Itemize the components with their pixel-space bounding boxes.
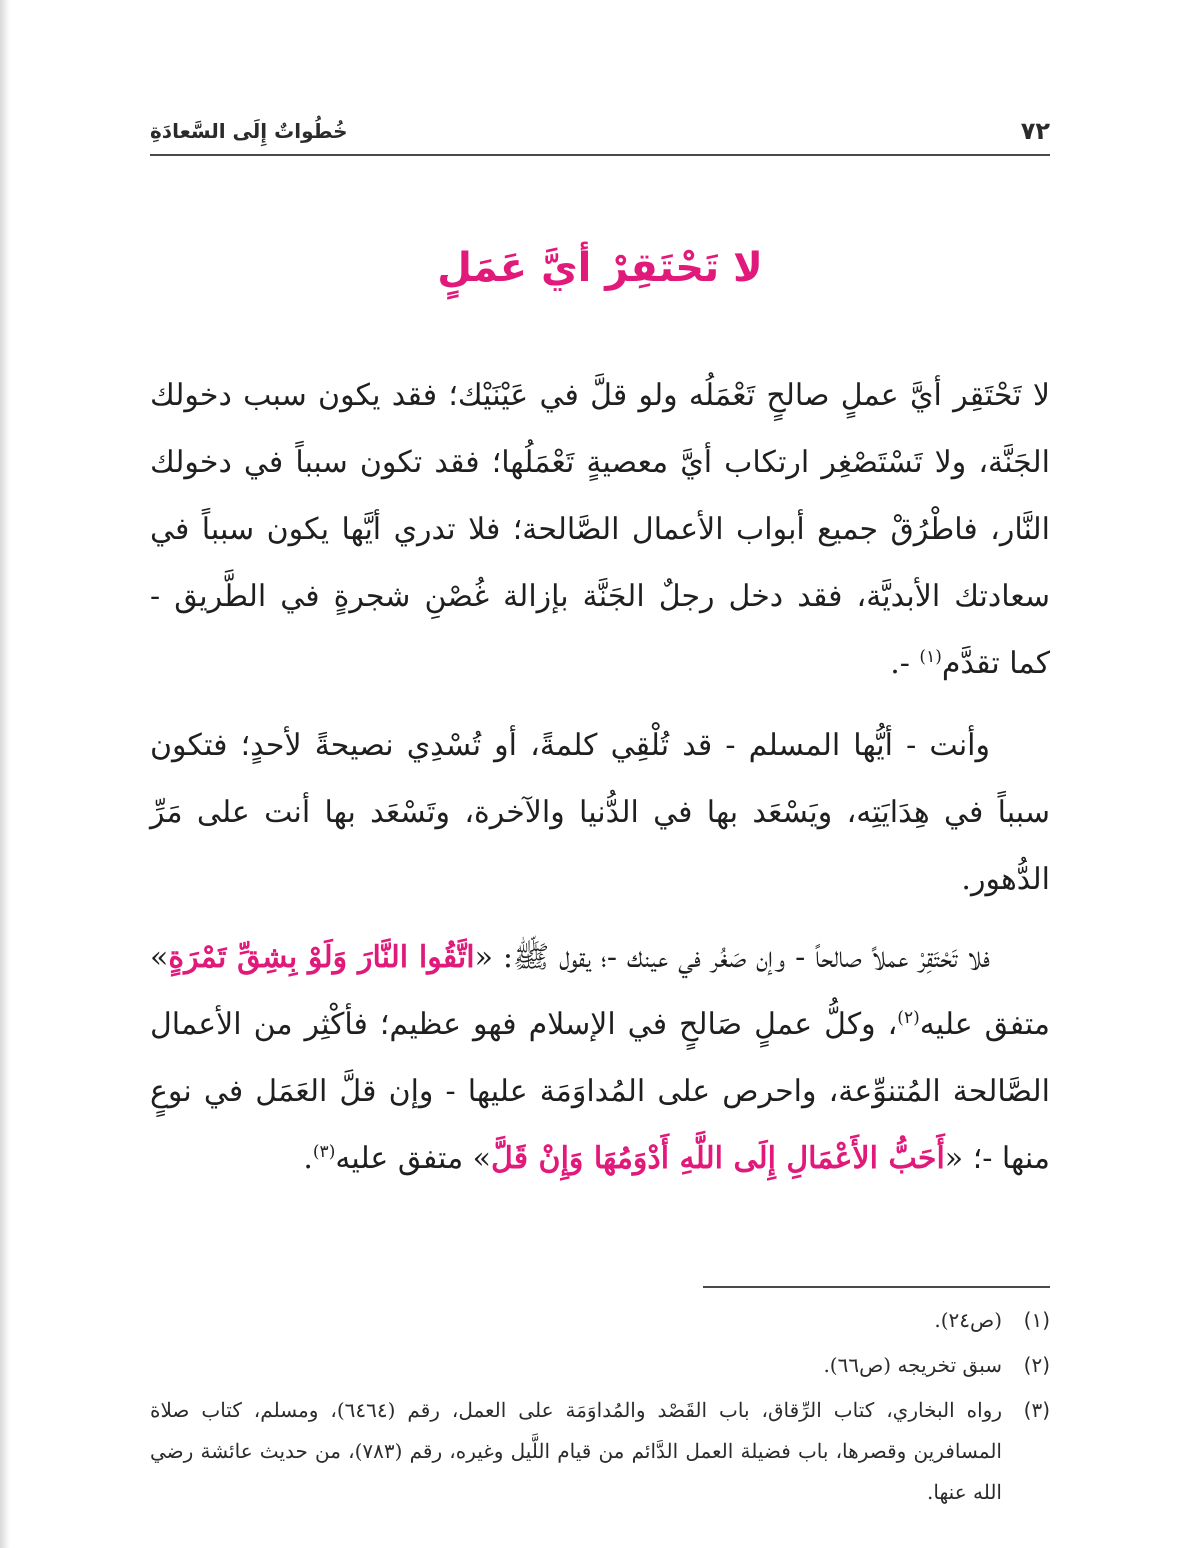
paragraph-1 (150, 362, 1050, 697)
book-title: خُطُواتٌ إِلَى السَّعادَةِ (150, 119, 348, 143)
paragraph-3 (150, 924, 1050, 1192)
paragraph-1-text: لا تَحْتَقِر أيَّ عملٍ صالحٍ تَعْمَلُه ولو قلَّ في عَيْنَيْك؛ فقد يكون سبب دخولك الجَنَّة، ولا تَسْتَصْغِر ارتكاب أيَّ معصيةٍ تَعْمَلُها؛ فقد تكون سبباً في دخولك النَّار، فاطْرُقْ جميع أبواب الأعمال الصَّالحة؛ فلا تدري أيَّها يكون سبباً في سعادتك الأبديَّة، فقد دخل رجلٌ الجَنَّة بإزالة غُصْنِ شجرةٍ في الطَّريق - كما تقدَّم (150, 378, 1050, 681)
paragraph-2 (150, 712, 1050, 913)
footnote-text: رواه البخاري، كتاب الرِّقاق، باب القَصْد والمُداوَمَة على العمل، رقم (٦٤٦٤)، ومسلم، كتاب صلاة المسافرين وقصرها، باب فضيلة العمل الدَّائم من قيام اللَّيل وغيره، رقم (٧٨٣)، من حديث عائشة رضي الله عنها. (150, 1398, 1003, 1504)
footnote-ref-1[interactable]: (١) (919, 647, 942, 667)
footnote-number: (٢) (1023, 1353, 1050, 1377)
paragraph-3-part4: » متفق عليه (335, 1141, 492, 1176)
hadith-quote-2: أَحَبُّ الأَعْمَالِ إِلَى اللَّهِ أَدْوَمُهَا وَإِنْ قَلَّ (491, 1141, 945, 1176)
page-number: ٧٢ (1020, 117, 1050, 145)
footnote-3 (150, 1390, 1050, 1513)
footnote-text: سبق تخريجه (ص٦٦). (823, 1353, 1002, 1377)
footnote-ref-2[interactable]: (٢) (897, 1008, 920, 1028)
footnote-number: (١) (1023, 1308, 1050, 1332)
footnote-text: (ص٢٤). (934, 1308, 1002, 1332)
paragraph-1-end: -. (890, 646, 920, 681)
paragraph-3-part1: فلا تَحْتَقِرْ عملاً صالحاً - وإن صَغُر في عينك -؛ يقول ﷺ: « (474, 940, 990, 975)
page-edge-shadow (0, 0, 10, 1548)
paragraph-3-part2: » متفق عليه (150, 940, 1051, 1042)
paragraph-2-text: وأنت - أيُّها المسلم - قد تُلْقِي كلمةً، أو تُسْدِي نصيحةً لأحدٍ؛ فتكون سبباً في هِدَايَتِه، ويَسْعَد بها في الدُّنيا والآخرة، وتَسْعَد بها أنت على مَرِّ الدُّهور. (150, 728, 1050, 897)
running-header (150, 108, 1050, 156)
footnote-1 (150, 1300, 1050, 1341)
footnotes (150, 1300, 1050, 1517)
footnote-divider (703, 1286, 1050, 1288)
chapter-title: لا تَحْتَقِرْ أيَّ عَمَلٍ (437, 245, 763, 291)
footnote-2 (150, 1345, 1050, 1386)
paragraph-3-part3: ، وكلُّ عملٍ صَالحٍ في الإسلام فهو عظيم؛ فأكْثِر من الأعمال الصَّالحة المُتنوِّعة، واحرص على المُداوَمَة عليها - وإن قلَّ العَمَل في نوعٍ منها -؛ « (150, 1007, 1050, 1176)
footnote-number: (٣) (1023, 1398, 1050, 1422)
paragraph-3-end: . (303, 1141, 313, 1176)
hadith-quote-1: اتَّقُوا النَّارَ وَلَوْ بِشِقِّ تَمْرَةٍ (168, 940, 475, 975)
footnote-ref-3[interactable]: (٣) (312, 1142, 336, 1162)
